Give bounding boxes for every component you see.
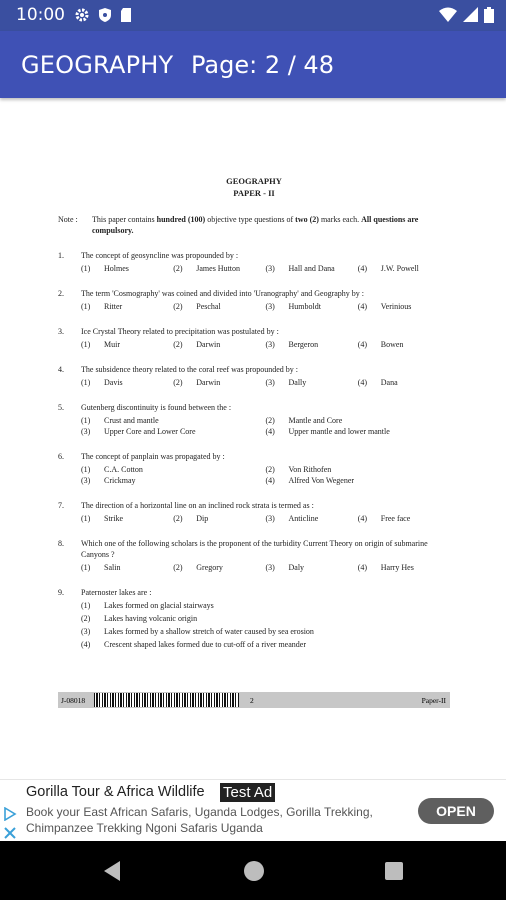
option-number: (1): [81, 340, 91, 349]
question-body: [81, 326, 450, 350]
option-number: (4): [265, 427, 275, 436]
ad-title[interactable]: Gorilla Tour & Africa Wildlife: [26, 784, 205, 800]
option-item: [81, 301, 173, 312]
option-number: (1): [81, 416, 91, 425]
option-number: (3): [265, 340, 275, 349]
note-text-bold: two (2): [295, 215, 319, 224]
question-number: 6.: [58, 452, 64, 461]
option-list: [81, 600, 450, 650]
option-number: (1): [81, 465, 91, 474]
question-text: The concept of panplain was propagated by :: [81, 452, 225, 461]
option-item: [81, 263, 173, 274]
question-number: 3.: [58, 327, 64, 336]
app-title: GEOGRAPHY: [21, 51, 174, 79]
sd-card-icon: [120, 7, 132, 23]
question-body: [81, 364, 450, 388]
question-item: [58, 538, 450, 573]
option-number: (3): [265, 264, 275, 273]
note-label: Note :: [58, 215, 78, 224]
question-text: The subsidence theory related to the coral reef was propounded by :: [81, 365, 299, 374]
option-item: [81, 415, 266, 426]
option-item: [266, 464, 451, 475]
note-text-bold: hundred (100): [156, 215, 206, 224]
option-number: (1): [81, 378, 91, 387]
option-text: Alfred Von Wegener: [288, 476, 355, 485]
option-text: Salin: [104, 563, 121, 572]
ad-description[interactable]: Book your East African Safaris, Uganda Lodges, Gorilla Trekking, Chimpanzee Trekking Ngoni Safaris Uganda: [26, 805, 373, 835]
wifi-icon: [439, 7, 457, 22]
option-item: [266, 426, 451, 437]
document-page: [58, 175, 450, 650]
question-number: 9.: [58, 588, 64, 597]
question-number: 2.: [58, 289, 64, 298]
cellular-signal-icon: [463, 7, 478, 22]
option-text: Upper Core and Lower Core: [104, 427, 196, 436]
option-item: [173, 513, 265, 524]
option-text: Ritter: [104, 302, 123, 311]
option-item: [81, 426, 266, 437]
option-item: [81, 464, 266, 475]
question-number: 1.: [58, 251, 64, 260]
option-number: (2): [265, 465, 275, 474]
option-list: [81, 464, 450, 486]
page-indicator: Page: 2 / 48: [191, 51, 334, 79]
option-item: [266, 562, 358, 573]
option-text: Muir: [104, 340, 120, 349]
option-number: (2): [173, 563, 183, 572]
option-item: [266, 339, 358, 350]
option-text: Dana: [380, 378, 398, 387]
option-item: [81, 339, 173, 350]
question-item: [58, 587, 450, 650]
question-item: [58, 402, 450, 437]
option-number: (2): [81, 614, 91, 623]
option-item: [81, 513, 173, 524]
option-number: (4): [357, 340, 368, 349]
option-text: Von Rithofen: [288, 465, 332, 474]
question-text: The concept of geosyncline was propounded by :: [81, 251, 239, 260]
option-item: [81, 377, 173, 388]
option-item: [173, 562, 265, 573]
option-list: [81, 415, 450, 437]
option-item: [358, 263, 450, 274]
gear-icon: [74, 7, 90, 23]
app-bar: [0, 31, 506, 98]
option-number: (3): [81, 427, 91, 436]
option-text: Crescent shaped lakes formed due to cut-off of a river meander: [104, 640, 306, 649]
option-text: Peschal: [196, 302, 221, 311]
status-bar: [0, 0, 506, 31]
question-body: [81, 288, 450, 312]
question-body: [81, 402, 450, 437]
option-text: J.W. Powell: [380, 264, 419, 273]
option-text: Strike: [104, 514, 124, 523]
option-text: Anticline: [288, 514, 319, 523]
question-number: 4.: [58, 365, 64, 374]
shield-icon: [98, 7, 112, 23]
note-text-part: marks each.: [318, 215, 362, 224]
close-ad-icon[interactable]: [3, 826, 17, 840]
document-heading: GEOGRAPHY: [226, 176, 282, 186]
option-list: [81, 301, 450, 312]
option-number: (1): [81, 601, 91, 610]
option-list: [81, 562, 450, 573]
status-time: 10:00: [16, 5, 65, 25]
footer-paper-label: Paper-II: [421, 696, 446, 705]
option-list: [81, 339, 450, 350]
footer-page-number: 2: [250, 696, 254, 705]
option-number: (1): [81, 264, 91, 273]
question-body: [81, 451, 450, 486]
option-text: Dally: [288, 378, 307, 387]
option-number: (4): [81, 640, 91, 649]
option-text: C.A. Cotton: [104, 465, 143, 474]
option-item: [266, 475, 451, 486]
question-body: [81, 500, 450, 524]
question-body: [81, 538, 450, 573]
question-list: [58, 250, 450, 650]
option-text: Bergeron: [288, 340, 319, 349]
option-text: Hall and Dana: [288, 264, 335, 273]
question-item: [58, 364, 450, 388]
option-item: [81, 475, 266, 486]
question-number: 5.: [58, 403, 64, 412]
question-text: The direction of a horizontal line on an inclined rock strata is termed as :: [81, 501, 314, 510]
question-body: [81, 587, 450, 650]
question-text: Gutenberg discontinuity is found between the :: [81, 403, 232, 412]
note-text-part: objective type questions of: [205, 215, 296, 224]
option-number: (2): [173, 264, 183, 273]
option-text: Free face: [380, 514, 411, 523]
option-number: (1): [81, 514, 91, 523]
option-number: (4): [357, 563, 368, 572]
question-item: [58, 326, 450, 350]
option-list: [81, 377, 450, 388]
question-text: Which one of the following scholars is the proponent of the turbidity Current Theory on origin of submarine Canyons ?: [81, 539, 428, 559]
option-item: [81, 639, 450, 650]
document-footer: [58, 692, 450, 708]
option-number: (2): [173, 340, 183, 349]
option-text: Lakes formed on glacial stairways: [104, 601, 214, 610]
question-text: Paternoster lakes are :: [81, 588, 152, 597]
option-number: (4): [265, 476, 275, 485]
footer-code: J-08018: [61, 696, 86, 705]
option-text: Gregory: [196, 563, 223, 572]
battery-icon: [484, 7, 494, 23]
option-item: [81, 562, 173, 573]
option-item: [266, 263, 358, 274]
question-body: [81, 250, 450, 274]
option-item: [173, 377, 265, 388]
note-text: [92, 214, 450, 236]
option-item: [173, 301, 265, 312]
home-icon[interactable]: [240, 857, 268, 885]
option-number: (3): [81, 476, 91, 485]
option-item: [358, 513, 450, 524]
option-text: Bowen: [380, 340, 404, 349]
question-item: [58, 500, 450, 524]
option-text: Crust and mantle: [104, 416, 159, 425]
option-text: Darwin: [196, 378, 221, 387]
option-number: (2): [173, 514, 183, 523]
option-list: [81, 513, 450, 524]
option-text: Darwin: [196, 340, 221, 349]
option-item: [81, 626, 450, 637]
option-item: [266, 301, 358, 312]
back-icon[interactable]: [98, 857, 126, 885]
option-number: (4): [357, 514, 368, 523]
option-number: (3): [81, 627, 91, 636]
question-item: [58, 250, 450, 274]
option-text: Mantle and Core: [288, 416, 343, 425]
question-number: 7.: [58, 501, 64, 510]
option-text: Upper mantle and lower mantle: [288, 427, 390, 436]
option-list: [81, 263, 450, 274]
option-number: (4): [357, 378, 368, 387]
option-item: [81, 613, 450, 624]
barcode-image: [94, 693, 239, 707]
document-note: [58, 214, 450, 236]
question-number: 8.: [58, 539, 64, 548]
option-number: (1): [81, 302, 91, 311]
question-text: The term 'Cosmography' was coined and divided into 'Uranography' and Geography by :: [81, 289, 365, 298]
note-text-part: This paper contains: [92, 215, 157, 224]
option-item: [358, 339, 450, 350]
option-number: (2): [173, 378, 183, 387]
option-text: Holmes: [104, 264, 129, 273]
option-number: (4): [357, 302, 368, 311]
option-text: Verinious: [380, 302, 412, 311]
option-item: [81, 600, 450, 611]
option-text: Daly: [288, 563, 305, 572]
option-item: [358, 377, 450, 388]
option-item: [266, 415, 451, 426]
option-number: (3): [265, 514, 275, 523]
option-item: [266, 513, 358, 524]
option-number: (2): [265, 416, 275, 425]
test-ad-badge: Test Ad: [220, 783, 275, 802]
option-text: Harry Hes: [380, 563, 414, 572]
option-text: Lakes formed by a shallow stretch of water caused by sea erosion: [104, 627, 314, 636]
ad-banner[interactable]: [0, 779, 506, 842]
option-item: [173, 339, 265, 350]
navigation-bar: [0, 841, 506, 900]
note-text-bold: All questions are compulsory.: [92, 215, 419, 235]
option-text: Lakes having volcanic origin: [104, 614, 198, 623]
option-text: James Hutton: [196, 264, 241, 273]
recents-icon[interactable]: [380, 857, 408, 885]
option-number: (3): [265, 563, 275, 572]
option-item: [358, 562, 450, 573]
question-item: [58, 451, 450, 486]
ad-choices-icon[interactable]: [3, 807, 17, 821]
option-text: Dip: [196, 514, 209, 523]
option-number: (2): [173, 302, 183, 311]
question-text: Ice Crystal Theory related to precipitation was postulated by :: [81, 327, 279, 336]
option-number: (3): [265, 378, 275, 387]
ad-open-button[interactable]: OPEN: [418, 798, 494, 824]
option-number: (1): [81, 563, 91, 572]
question-item: [58, 288, 450, 312]
option-text: Davis: [104, 378, 123, 387]
option-text: Humboldt: [288, 302, 321, 311]
option-number: (3): [265, 302, 275, 311]
document-subheading: PAPER - II: [233, 188, 275, 198]
option-text: Crickmay: [104, 476, 136, 485]
option-item: [358, 301, 450, 312]
option-item: [173, 263, 265, 274]
option-item: [266, 377, 358, 388]
option-number: (4): [357, 264, 368, 273]
